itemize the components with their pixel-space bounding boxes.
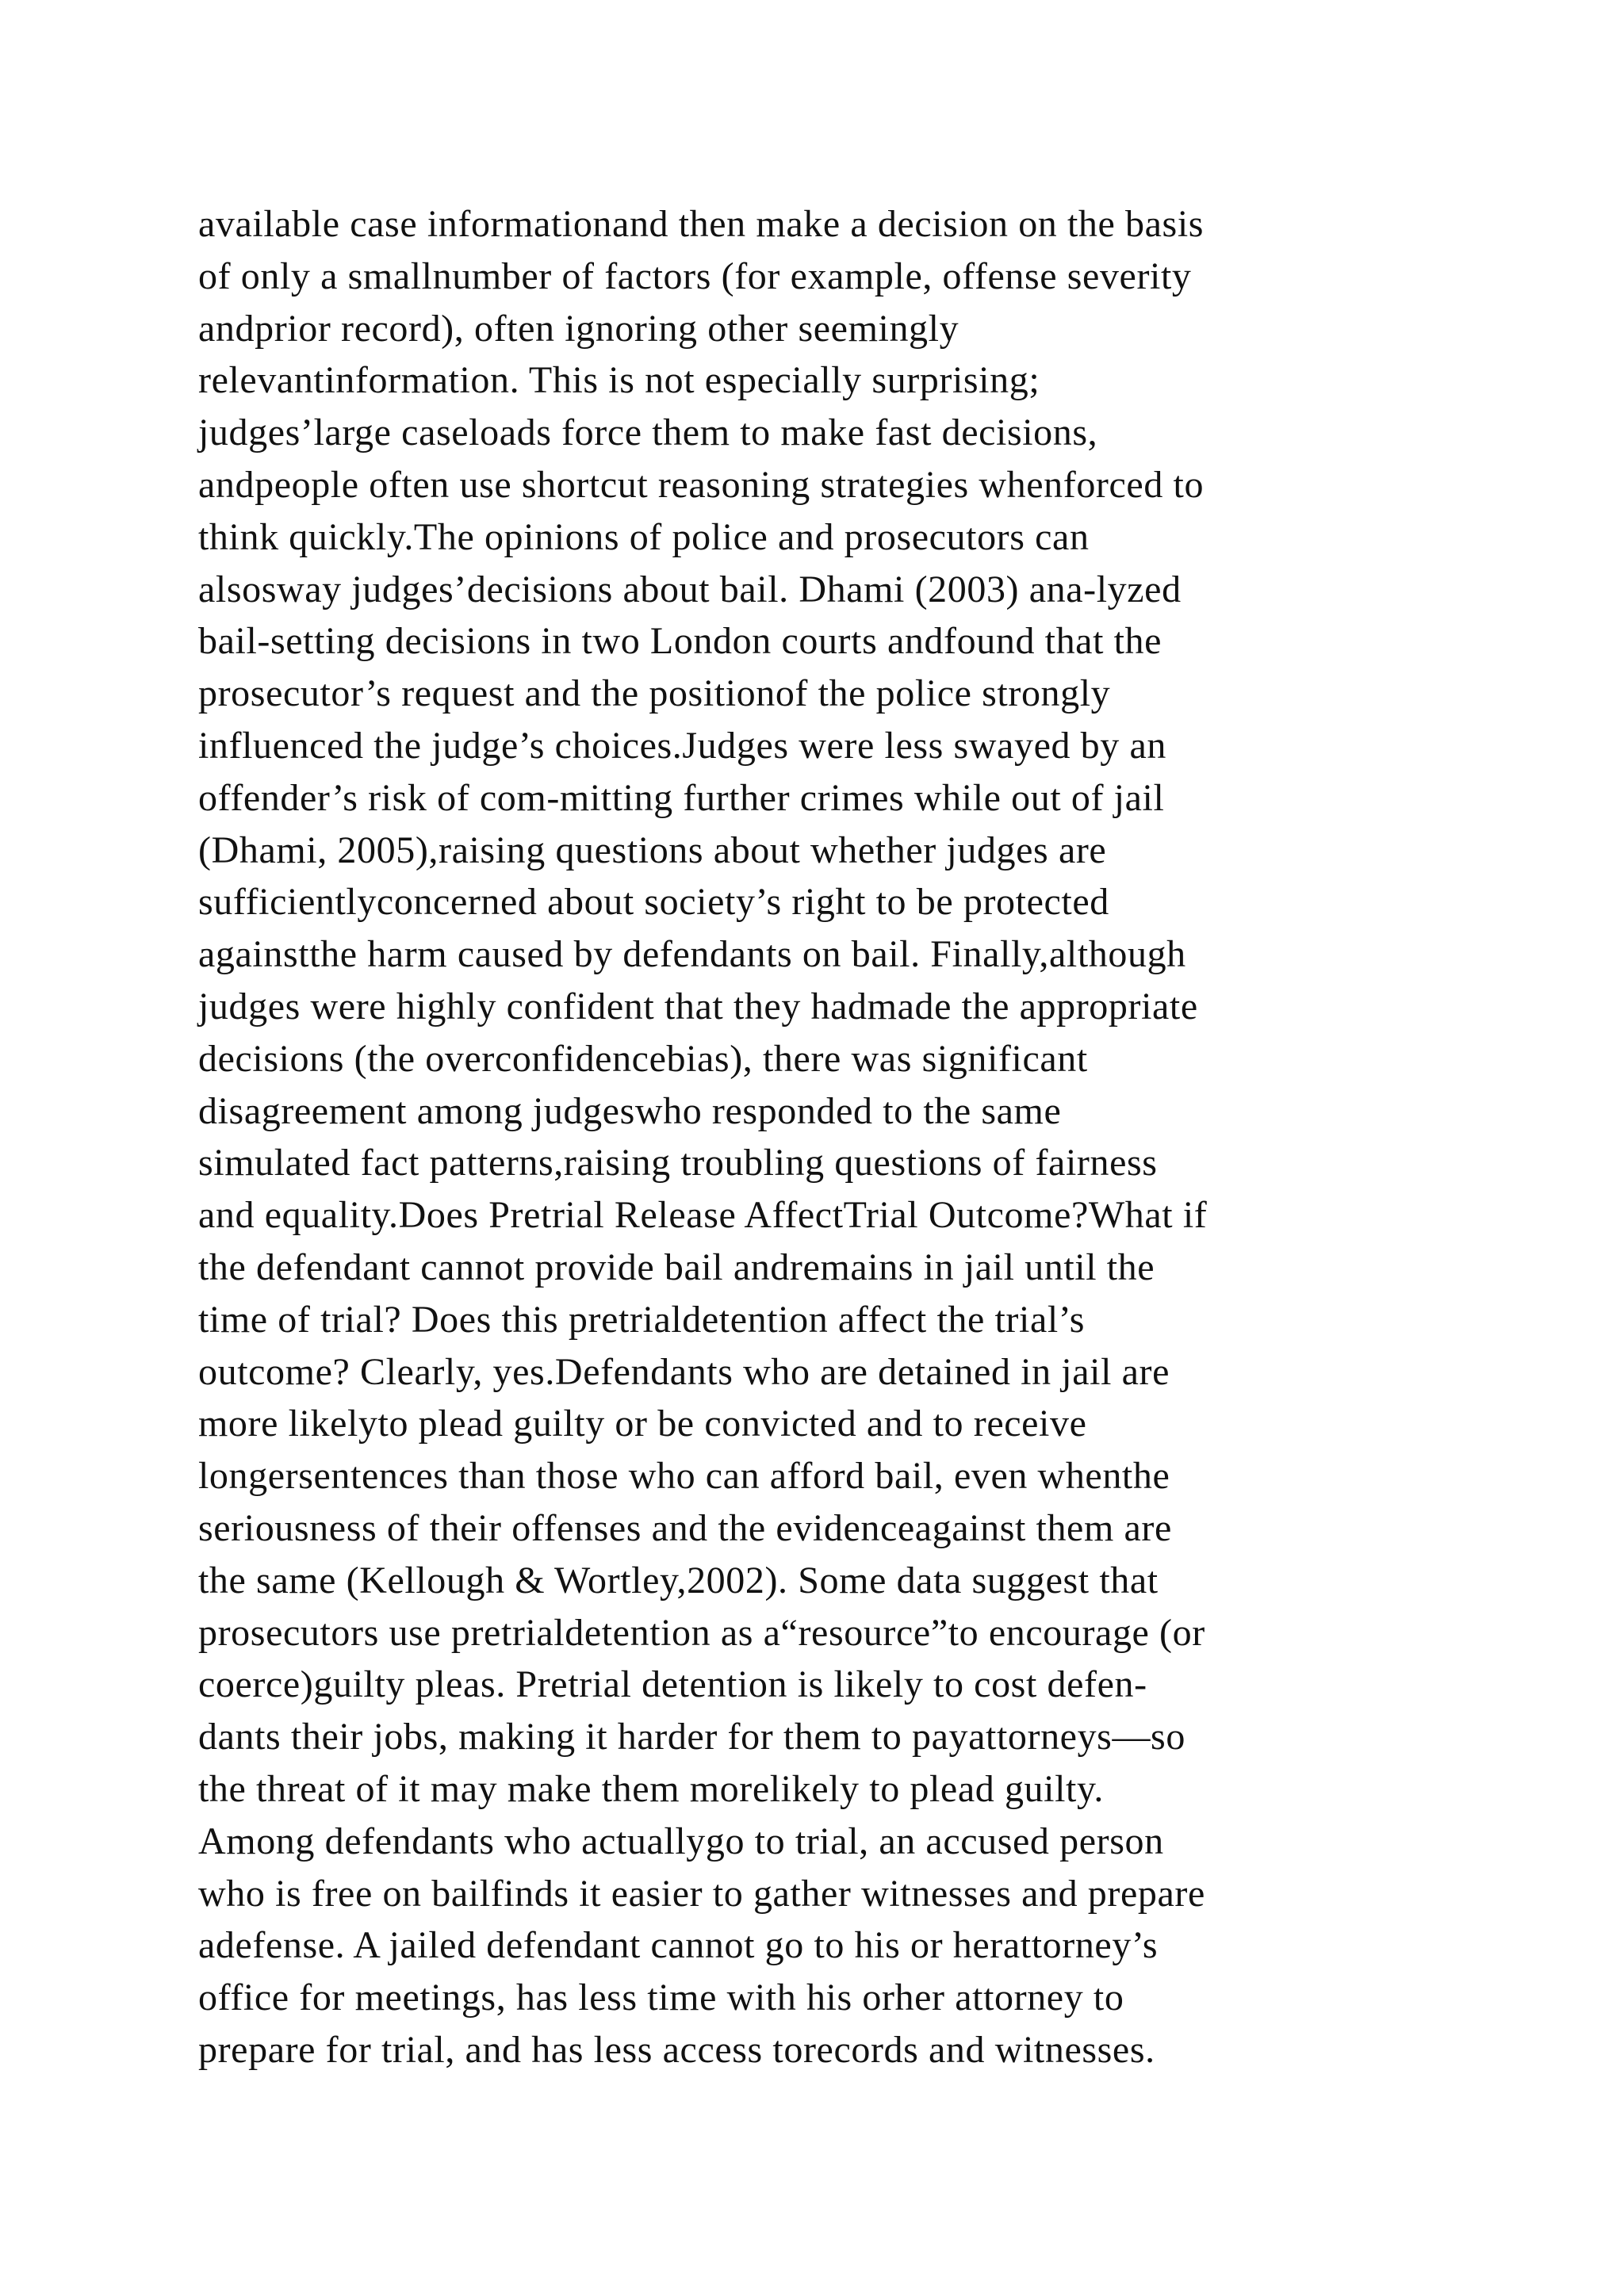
text-line: available case informationand then make a decision on the basis — [198, 203, 1205, 245]
text-line: againstthe harm caused by defendants on bail. Finally,although — [198, 933, 1186, 976]
text-line: prosecutor’s request and the positionof the police strongly — [198, 672, 1111, 715]
text-line: offender’s risk of com-mitting further crimes while out of jail — [198, 776, 1165, 819]
text-line: of only a smallnumber of factors (for example, offense severity — [198, 254, 1192, 297]
text-line: adefense. A jailed defendant cannot go to his or herattorney’s — [198, 1924, 1159, 1967]
text-line: bail-setting decisions in two London courts andfound that the — [198, 620, 1162, 663]
text-line: dants their jobs, making it harder for them to payattorneys—so — [198, 1716, 1185, 1758]
body-text — [198, 198, 1515, 2076]
text-line: alsosway judges’decisions about bail. Dhami (2003) ana-lyzed — [198, 568, 1182, 610]
text-line: outcome? Clearly, yes.Defendants who are detained in jail are — [198, 1350, 1170, 1393]
text-line: Among defendants who actuallygo to trial, an accused person — [198, 1820, 1164, 1862]
text-line: andpeople often use shortcut reasoning strategies whenforced to — [198, 463, 1205, 506]
text-line: prepare for trial, and has less access torecords and witnesses. — [198, 2028, 1155, 2071]
text-line: longersentences than those who can afford bail, even whenthe — [198, 1455, 1170, 1498]
text-line: disagreement among judgeswho responded to the same — [198, 1089, 1062, 1132]
text-line: (Dhami, 2005),raising questions about whether judges are — [198, 828, 1107, 871]
text-line: judges were highly confident that they hadmade the appropriate — [198, 985, 1198, 1027]
text-line: seriousness of their offenses and the evidenceagainst them are — [198, 1506, 1172, 1549]
text-line: prosecutors use pretrialdetention as a“resource”to encourage (or — [198, 1611, 1205, 1654]
text-line: decisions (the overconfidencebias), there was significant — [198, 1037, 1088, 1080]
text-line: the defendant cannot provide bail andremains in jail until the — [198, 1246, 1155, 1288]
text-line: the threat of it may make them morelikely to plead guilty. — [198, 1767, 1105, 1810]
text-line: judges’large caseloads force them to make fast decisions, — [198, 411, 1098, 454]
text-line: andprior record), often ignoring other seemingly — [198, 307, 959, 350]
text-line: office for meetings, has less time with his orher attorney to — [198, 1976, 1124, 2019]
text-line: influenced the judge’s choices.Judges were less swayed by an — [198, 724, 1166, 767]
text-line: more likelyto plead guilty or be convicted and to receive — [198, 1402, 1087, 1445]
text-line: coerce)guilty pleas. Pretrial detention is likely to cost defen- — [198, 1663, 1147, 1706]
text-line: simulated fact patterns,raising troubling questions of fairness — [198, 1142, 1158, 1184]
text-line: who is free on bailfinds it easier to gather witnesses and prepare — [198, 1872, 1205, 1915]
text-line: sufficientlyconcerned about society’s right to be protected — [198, 881, 1109, 924]
text-line: relevantinformation. This is not especially surprising; — [198, 359, 1040, 402]
text-line: the same (Kellough & Wortley,2002). Some data suggest that — [198, 1559, 1159, 1601]
text-line: and equality.Does Pretrial Release AffectTrial Outcome?What if — [198, 1194, 1208, 1237]
text-line: think quickly.The opinions of police and prosecutors can — [198, 515, 1090, 558]
text-line: time of trial? Does this pretrialdetention affect the trial’s — [198, 1298, 1086, 1341]
